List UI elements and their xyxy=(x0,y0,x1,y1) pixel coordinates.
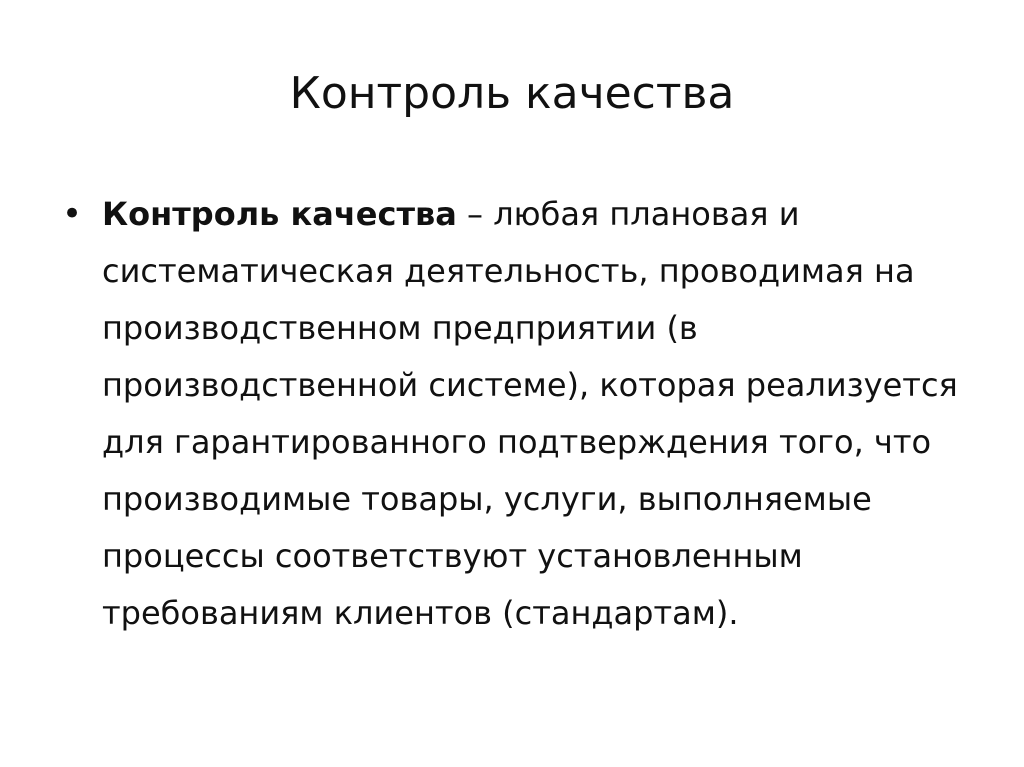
term-definition: – любая плановая и систематическая деятельность, проводимая на производственном предприятии (в производственной системе), которая реализуется для гарантированного подтверждения того, что производимые товары, услуги, выполняемые процессы соответствуют установленным требованиям клиентов (стандартам). xyxy=(102,195,958,632)
bullet-item xyxy=(62,186,982,642)
bullet-icon: • xyxy=(62,194,83,234)
slide-title: Контроль качества xyxy=(289,68,735,119)
defined-term: Контроль качества xyxy=(102,195,457,233)
bullet-text xyxy=(102,186,962,642)
bullet-list xyxy=(62,186,982,642)
